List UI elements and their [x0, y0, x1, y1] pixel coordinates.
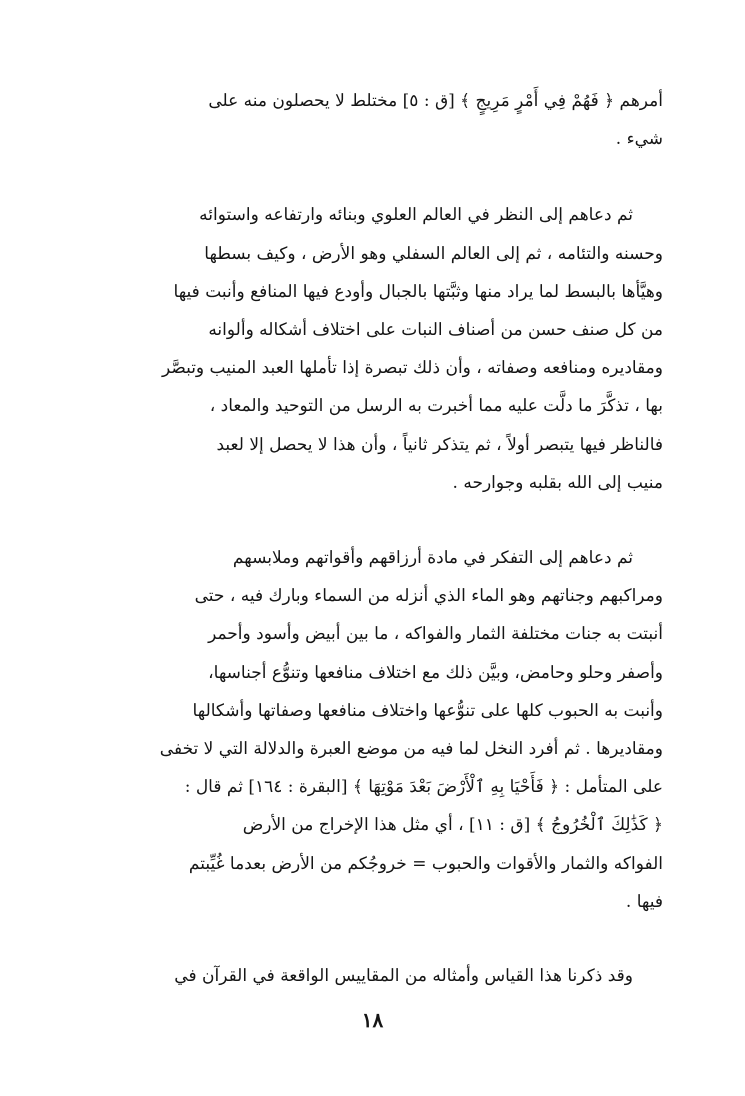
paragraph-2: [80, 196, 663, 502]
text-line: ﴿ كَذَٰلِكَ ٱلْخُرُوجُ ﴾ [ق : ١١] ، أي مثل هذا الإخراج من الأرض: [242, 815, 663, 836]
page-body: [80, 82, 663, 995]
text-line: من كل صنف حسن من أصناف النبات على اختلاف أشكاله وألوانه: [208, 320, 663, 341]
text-line: على المتأمل : ﴿ فَأَحْيَا بِهِ ٱلْأَرْضَ بَعْدَ مَوْتِهَا ﴾ [البقرة : ١٦٤] ثم قال :: [184, 777, 663, 798]
text-line: فيها .: [625, 891, 663, 912]
text-line: وأنبت به الحبوب كلها على تنوُّعها واختلاف منافعها وصفاتها وأشكالها: [192, 700, 663, 721]
text-line: وأصفر وحلو وحامض، وبيَّن ذلك مع اختلاف منافعها وتنوُّع أجناسها،: [208, 662, 663, 683]
text-line: ومقاديرها . ثم أفرد النخل لما فيه من موضع العبرة والدلالة التي لا تخفى: [159, 739, 663, 760]
page-number: ١٨: [361, 1008, 384, 1032]
text-line: أمرهم ﴿ فَهُمْ فِي أَمْرٍ مَرِيجٍ ﴾ [ق : ٥] مختلط لا يحصلون منه على: [208, 91, 663, 111]
text-line: بها ، تذكَّرَ ما دلَّت عليه مما أخبرت به الرسل من التوحيد والمعاد ،: [209, 396, 663, 417]
text-line: ثم دعاهم إلى التفكر في مادة أرزاقهم وأقواتهم وملابسهم: [232, 548, 633, 569]
text-line: أنبتت به جنات مختلفة الثمار والفواكه ، ما بين أبيض وأسود وأحمر: [208, 624, 663, 645]
text-line: ومقاديره ومنافعه وصفاته ، وأن ذلك تبصرة إذا تأملها العبد المنيب وتبصَّر: [161, 358, 663, 379]
text-line: شيء .: [615, 129, 663, 150]
text-line: ثم دعاهم إلى النظر في العالم العلوي وبنائه وارتفاعه واستوائه: [199, 205, 633, 226]
text-line: منيب إلى الله بقلبه وجوارحه .: [452, 472, 663, 493]
text-line: ومراكبهم وجناتهم وهو الماء الذي أنزله من السماء وبارك فيه ، حتى: [194, 586, 663, 607]
text-line: وهيَّأها بالبسط لما يراد منها وثبَّتها بالجبال وأودع فيها المنافع وأنبت فيها: [173, 281, 663, 302]
text-line: فالناظر فيها يتبصر أولاً ، ثم يتذكر ثانياً ، وأن هذا لا يحصل إلا لعبد: [216, 434, 663, 455]
text-line: وقد ذكرنا هذا القياس وأمثاله من المقاييس الواقعة في القرآن في: [174, 966, 633, 987]
text-line: وحسنه والتئامه ، ثم إلى العالم السفلي وهو الأرض ، وكيف بسطها: [204, 243, 663, 264]
paragraph-1: [80, 82, 663, 158]
text-line: الفواكه والثمار والأقوات والحبوب = خروجُكم من الأرض بعدما غُيِّبتم: [188, 853, 663, 874]
paragraph-4: [80, 957, 663, 995]
paragraph-3: [80, 539, 663, 921]
